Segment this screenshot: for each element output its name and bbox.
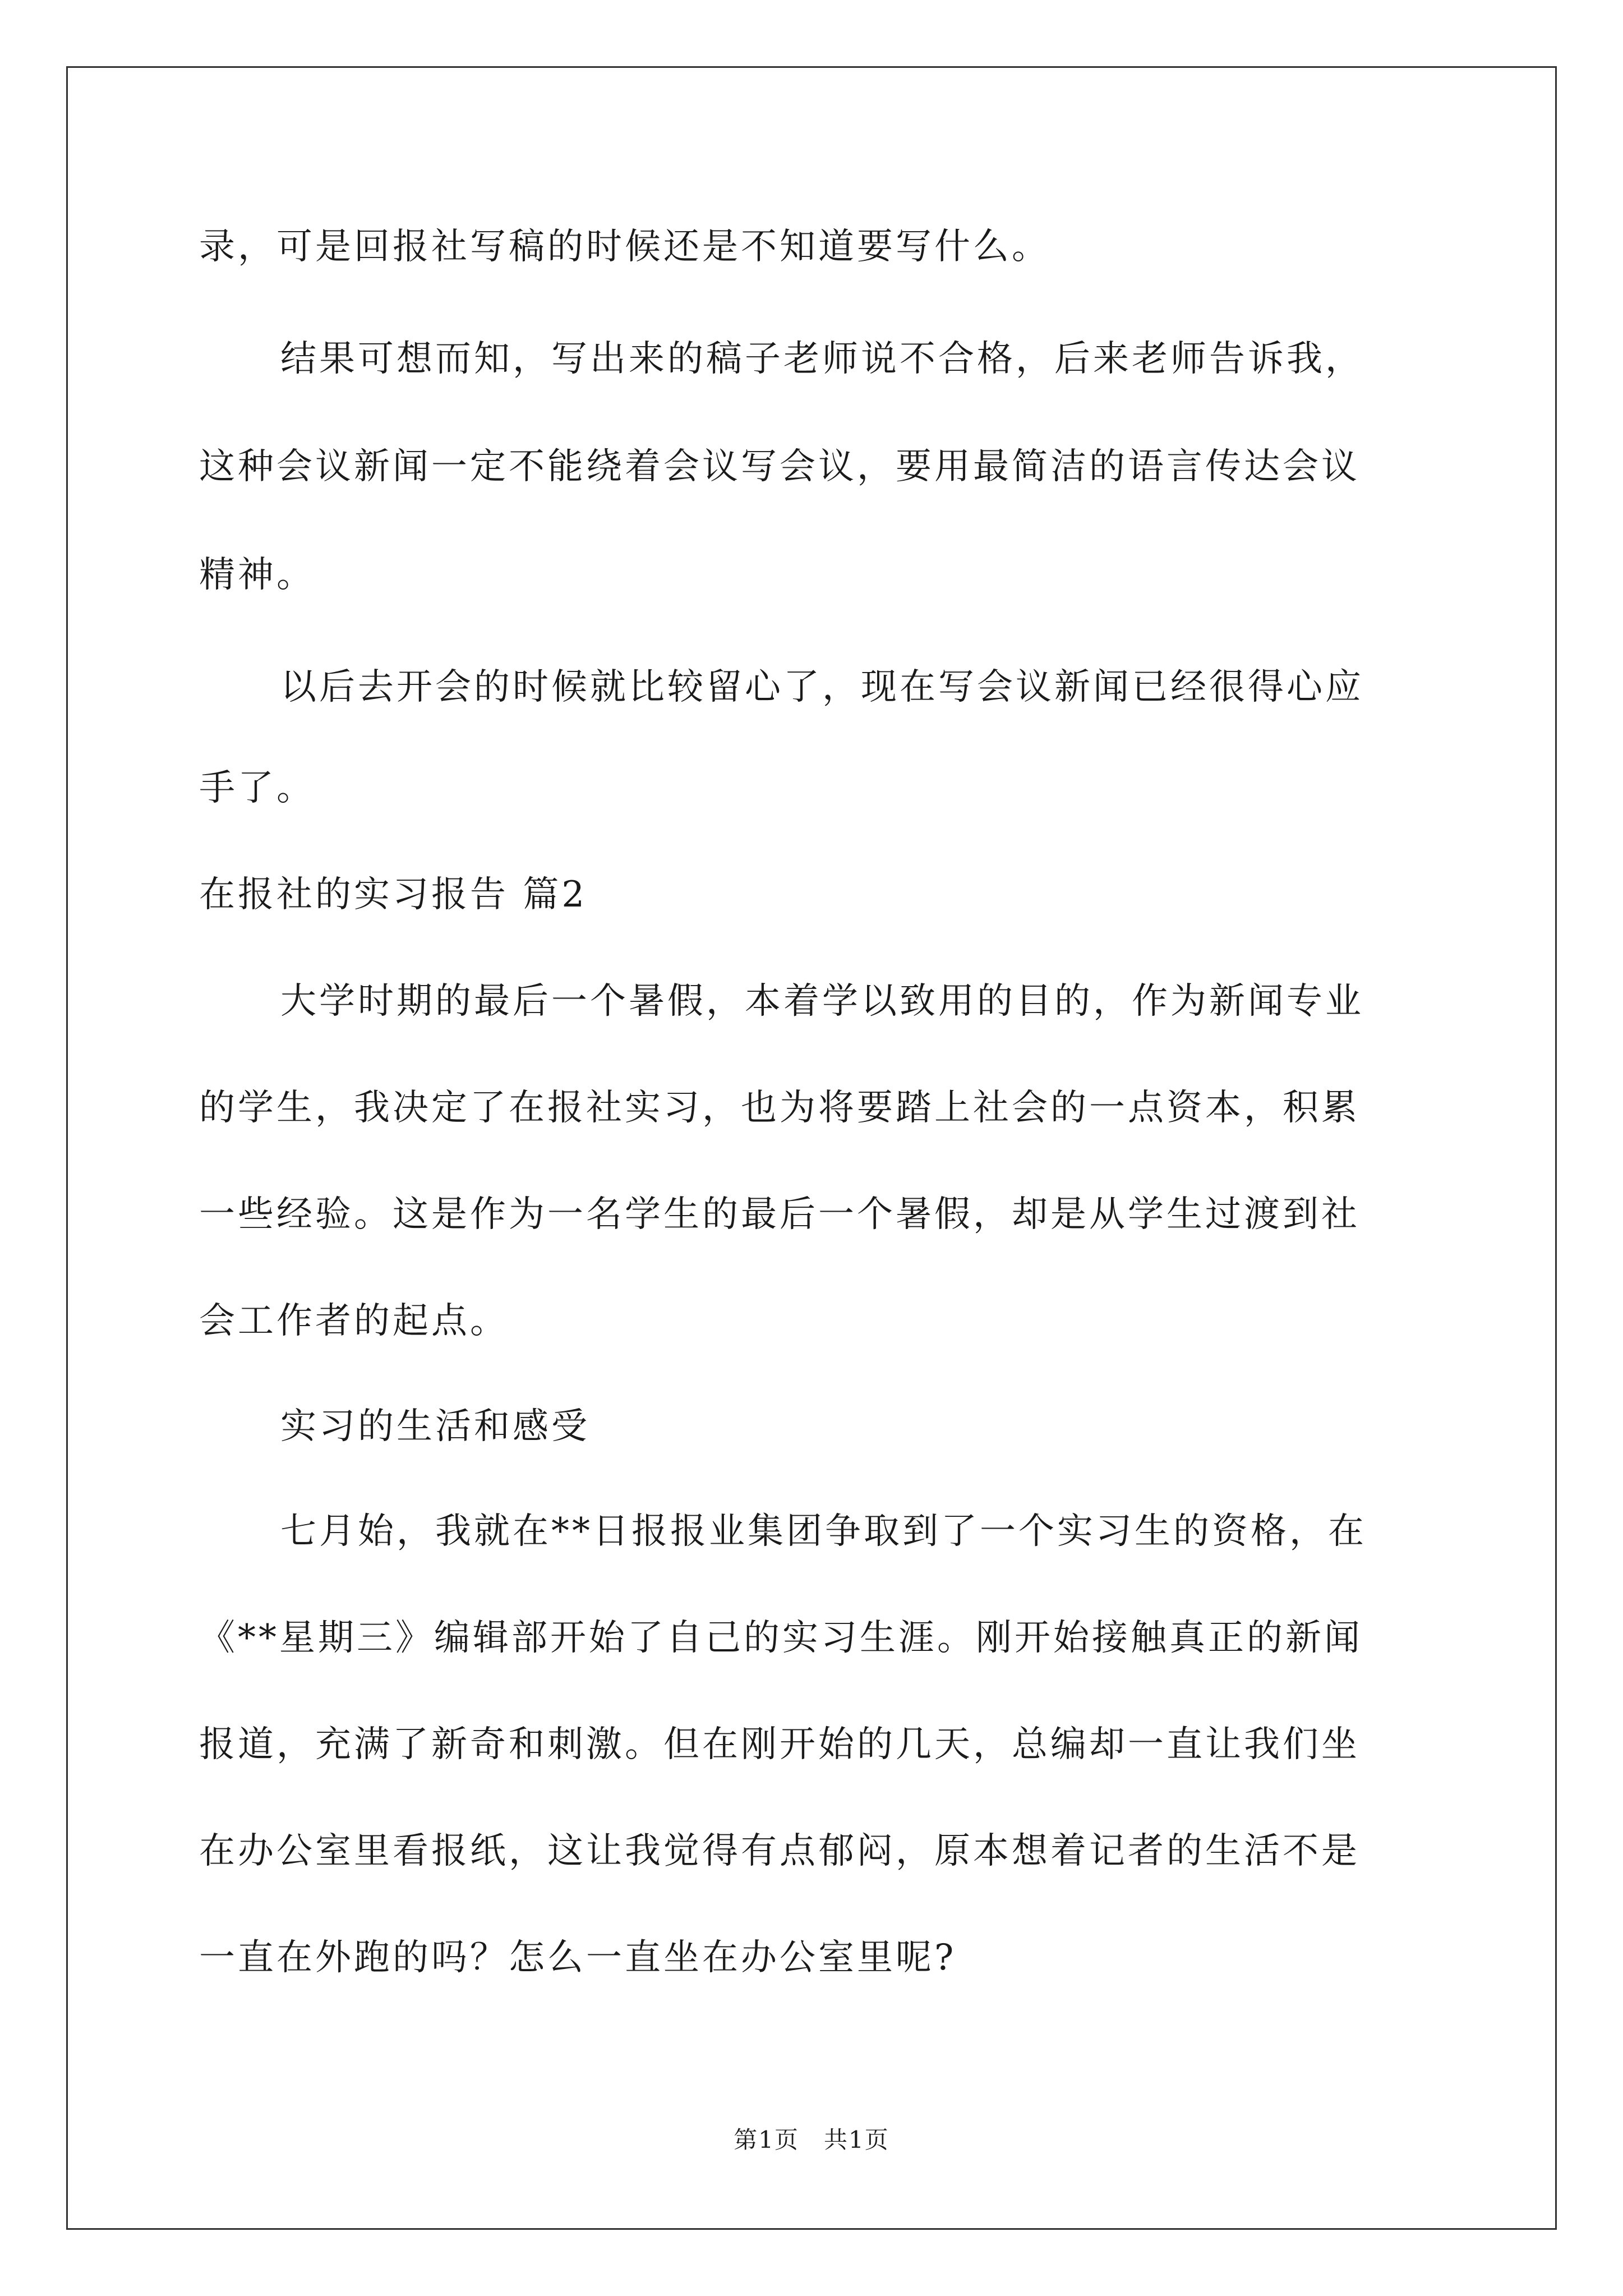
text-line-3: 这种会议新闻一定不能绕着会议写会议，要用最简洁的语言传达会议 bbox=[199, 446, 1360, 487]
text-line-10: 一些经验。这是作为一名学生的最后一个暑假，却是从学生过渡到社 bbox=[199, 1194, 1360, 1235]
text-line-16: 在办公室里看报纸，这让我觉得有点郁闷，原本想着记者的生活不是 bbox=[199, 1830, 1360, 1872]
text-line-1: 录，可是回报社写稿的时候还是不知道要写什么。 bbox=[199, 226, 1050, 268]
text-line-17: 一直在外跑的吗？怎么一直坐在办公室里呢? bbox=[199, 1937, 957, 1978]
page-footer: 第1页 共1页 bbox=[734, 2126, 889, 2154]
text-line-6: 手了。 bbox=[199, 767, 315, 809]
text-line-4: 精神。 bbox=[199, 554, 315, 596]
text-line-2: 结果可想而知，写出来的稿子老师说不合格，后来老师告诉我， bbox=[280, 338, 1364, 380]
text-line-5: 以后去开会的时候就比较留心了，现在写会议新闻已经很得心应 bbox=[280, 666, 1364, 708]
subheading: 实习的生活和感受 bbox=[280, 1406, 590, 1447]
page-border bbox=[66, 66, 1557, 2230]
text-line-13: 七月始，我就在**日报报业集团争取到了一个实习生的资格，在 bbox=[280, 1511, 1367, 1552]
section-heading: 在报社的实习报告 篇2 bbox=[199, 874, 588, 915]
text-line-11: 会工作者的起点。 bbox=[199, 1300, 509, 1342]
text-line-15: 报道，充满了新奇和刺激。但在刚开始的几天，总编却一直让我们坐 bbox=[199, 1724, 1360, 1765]
text-line-8: 大学时期的最后一个暑假，本着学以致用的目的，作为新闻专业 bbox=[280, 981, 1364, 1022]
text-line-9: 的学生，我决定了在报社实习，也为将要踏上社会的一点资本，积累 bbox=[199, 1087, 1360, 1129]
text-line-14: 《**星期三》编辑部开始了自己的实习生涯。刚开始接触真正的新闻 bbox=[199, 1617, 1363, 1659]
